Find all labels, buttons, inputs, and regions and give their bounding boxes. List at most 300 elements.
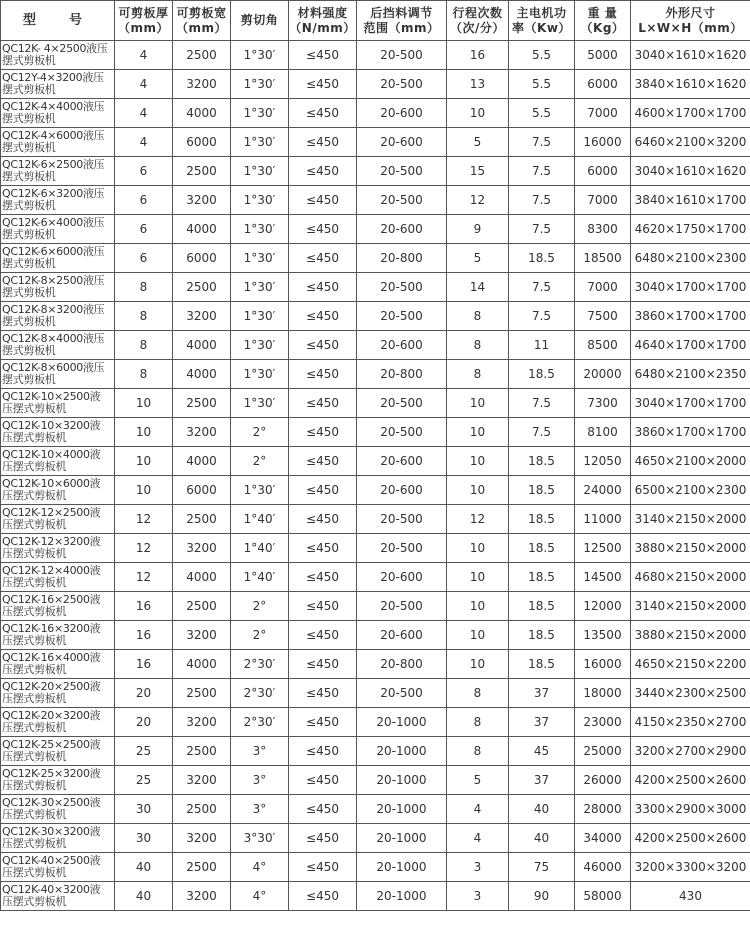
cell-dims: 4640×1700×1700 <box>631 331 750 360</box>
cell-backgauge: 20-500 <box>357 302 447 331</box>
cell-dims: 430 <box>631 882 750 911</box>
cell-weight: 16000 <box>575 128 631 157</box>
cell-power: 18.5 <box>509 621 575 650</box>
table-row <box>1 244 750 273</box>
model-name-line: QC12K-12×4000液 <box>2 564 101 577</box>
cell-thickness: 8 <box>115 331 173 360</box>
cell-strength: ≤450 <box>289 563 357 592</box>
cell-weight: 16000 <box>575 650 631 679</box>
cell-thickness: 20 <box>115 708 173 737</box>
cell-dims: 4680×2150×2000 <box>631 563 750 592</box>
cell-angle: 2° <box>231 447 289 476</box>
cell-power: 18.5 <box>509 563 575 592</box>
model-name-line: QC12K-30×2500液 <box>2 796 101 809</box>
model-name-line: 摆式剪板机 <box>2 286 56 299</box>
cell-backgauge: 20-500 <box>357 592 447 621</box>
cell-dims: 6460×2100×3200 <box>631 128 750 157</box>
model-name-line: 压摆式剪板机 <box>2 460 67 473</box>
model-name-line: 压摆式剪板机 <box>2 431 67 444</box>
header-strokes: 行程次数 （次/分） <box>447 1 509 41</box>
cell-width: 4000 <box>173 360 231 389</box>
cell-weight: 23000 <box>575 708 631 737</box>
cell-backgauge: 20-600 <box>357 621 447 650</box>
cell-backgauge: 20-600 <box>357 215 447 244</box>
table-row <box>1 766 750 795</box>
cell-strokes: 16 <box>447 41 509 70</box>
cell-backgauge: 20-500 <box>357 157 447 186</box>
header-dims: 外形尺寸 L×W×H（mm） <box>631 1 750 41</box>
model-name-line: 摆式剪板机 <box>2 112 56 125</box>
cell-strength: ≤450 <box>289 824 357 853</box>
cell-model <box>1 215 115 244</box>
model-name-line: 压摆式剪板机 <box>2 605 67 618</box>
cell-power: 37 <box>509 679 575 708</box>
cell-power: 7.5 <box>509 302 575 331</box>
model-name-line: 压摆式剪板机 <box>2 576 67 589</box>
header-model: 型 号 <box>1 1 115 41</box>
cell-power: 7.5 <box>509 186 575 215</box>
cell-backgauge: 20-800 <box>357 650 447 679</box>
table-row <box>1 679 750 708</box>
cell-thickness: 4 <box>115 41 173 70</box>
cell-weight: 7300 <box>575 389 631 418</box>
cell-width: 2500 <box>173 389 231 418</box>
cell-width: 3200 <box>173 766 231 795</box>
cell-strokes: 5 <box>447 766 509 795</box>
cell-power: 40 <box>509 824 575 853</box>
model-name-line: 压摆式剪板机 <box>2 808 67 821</box>
cell-thickness: 6 <box>115 157 173 186</box>
cell-thickness: 6 <box>115 186 173 215</box>
model-name-line: 压摆式剪板机 <box>2 779 67 792</box>
cell-dims: 3200×3300×3200 <box>631 853 750 882</box>
cell-backgauge: 20-500 <box>357 418 447 447</box>
cell-strength: ≤450 <box>289 41 357 70</box>
cell-thickness: 4 <box>115 128 173 157</box>
cell-strokes: 12 <box>447 186 509 215</box>
cell-angle: 1°40′ <box>231 505 289 534</box>
cell-backgauge: 20-1000 <box>357 737 447 766</box>
cell-model <box>1 70 115 99</box>
cell-strength: ≤450 <box>289 505 357 534</box>
cell-width: 4000 <box>173 99 231 128</box>
cell-angle: 1°40′ <box>231 563 289 592</box>
cell-strokes: 14 <box>447 273 509 302</box>
cell-width: 6000 <box>173 128 231 157</box>
cell-thickness: 10 <box>115 447 173 476</box>
cell-strength: ≤450 <box>289 708 357 737</box>
model-name-line: QC12Y-4×3200液压 <box>2 71 104 84</box>
cell-power: 75 <box>509 853 575 882</box>
model-name-line: 压摆式剪板机 <box>2 837 67 850</box>
cell-power: 7.5 <box>509 389 575 418</box>
cell-strokes: 10 <box>447 447 509 476</box>
cell-model <box>1 505 115 534</box>
cell-weight: 25000 <box>575 737 631 766</box>
model-name-line: 压摆式剪板机 <box>2 489 67 502</box>
cell-thickness: 8 <box>115 273 173 302</box>
cell-strokes: 10 <box>447 563 509 592</box>
cell-thickness: 40 <box>115 882 173 911</box>
cell-model <box>1 563 115 592</box>
cell-thickness: 30 <box>115 824 173 853</box>
header-width: 可剪板宽 （mm） <box>173 1 231 41</box>
cell-backgauge: 20-1000 <box>357 853 447 882</box>
cell-strokes: 4 <box>447 795 509 824</box>
cell-weight: 58000 <box>575 882 631 911</box>
cell-dims: 3040×1700×1700 <box>631 389 750 418</box>
cell-dims: 4650×2100×2000 <box>631 447 750 476</box>
model-name-line: 摆式剪板机 <box>2 170 56 183</box>
cell-model <box>1 186 115 215</box>
cell-angle: 1°30′ <box>231 389 289 418</box>
table-row <box>1 302 750 331</box>
cell-thickness: 10 <box>115 418 173 447</box>
cell-strokes: 10 <box>447 418 509 447</box>
cell-thickness: 12 <box>115 563 173 592</box>
cell-strength: ≤450 <box>289 99 357 128</box>
cell-model <box>1 41 115 70</box>
model-name-line: 摆式剪板机 <box>2 83 56 96</box>
cell-strength: ≤450 <box>289 679 357 708</box>
table-row <box>1 157 750 186</box>
cell-strength: ≤450 <box>289 592 357 621</box>
cell-strokes: 10 <box>447 621 509 650</box>
cell-strokes: 3 <box>447 853 509 882</box>
cell-strength: ≤450 <box>289 621 357 650</box>
cell-angle: 4° <box>231 882 289 911</box>
cell-dims: 3140×2150×2000 <box>631 592 750 621</box>
cell-strength: ≤450 <box>289 737 357 766</box>
cell-angle: 4° <box>231 853 289 882</box>
cell-width: 3200 <box>173 534 231 563</box>
cell-strokes: 8 <box>447 737 509 766</box>
cell-thickness: 6 <box>115 244 173 273</box>
cell-backgauge: 20-1000 <box>357 795 447 824</box>
cell-thickness: 40 <box>115 853 173 882</box>
cell-width: 2500 <box>173 795 231 824</box>
cell-strokes: 12 <box>447 505 509 534</box>
cell-model <box>1 650 115 679</box>
cell-thickness: 12 <box>115 534 173 563</box>
cell-strokes: 15 <box>447 157 509 186</box>
cell-thickness: 16 <box>115 621 173 650</box>
cell-strength: ≤450 <box>289 650 357 679</box>
model-name-line: QC12K-40×3200液 <box>2 883 101 896</box>
model-name-line: QC12K-12×3200液 <box>2 535 101 548</box>
model-name-line: 摆式剪板机 <box>2 199 56 212</box>
header-row <box>1 1 750 41</box>
cell-thickness: 10 <box>115 389 173 418</box>
cell-angle: 3° <box>231 795 289 824</box>
cell-angle: 1°30′ <box>231 99 289 128</box>
cell-dims: 3880×2150×2000 <box>631 621 750 650</box>
cell-backgauge: 20-500 <box>357 70 447 99</box>
cell-strokes: 10 <box>447 534 509 563</box>
model-name-line: 压摆式剪板机 <box>2 547 67 560</box>
cell-strength: ≤450 <box>289 766 357 795</box>
table-body <box>1 41 750 911</box>
cell-model <box>1 534 115 563</box>
cell-model <box>1 708 115 737</box>
cell-width: 4000 <box>173 447 231 476</box>
cell-power: 45 <box>509 737 575 766</box>
cell-thickness: 12 <box>115 505 173 534</box>
cell-strength: ≤450 <box>289 447 357 476</box>
cell-strength: ≤450 <box>289 302 357 331</box>
cell-strokes: 10 <box>447 650 509 679</box>
cell-power: 18.5 <box>509 650 575 679</box>
model-name-line: QC12K-8×6000液压 <box>2 361 105 374</box>
model-name-line: QC12K-20×2500液 <box>2 680 101 693</box>
cell-strokes: 10 <box>447 592 509 621</box>
cell-thickness: 8 <box>115 360 173 389</box>
cell-strength: ≤450 <box>289 795 357 824</box>
table-row <box>1 70 750 99</box>
cell-model <box>1 737 115 766</box>
header-strength: 材料强度 （N/mm） <box>289 1 357 41</box>
cell-dims: 4200×2500×2600 <box>631 824 750 853</box>
cell-weight: 12000 <box>575 592 631 621</box>
cell-power: 18.5 <box>509 360 575 389</box>
cell-angle: 2°30′ <box>231 708 289 737</box>
cell-model <box>1 128 115 157</box>
cell-width: 2500 <box>173 853 231 882</box>
model-name-line: 压摆式剪板机 <box>2 866 67 879</box>
cell-strokes: 8 <box>447 302 509 331</box>
cell-power: 18.5 <box>509 244 575 273</box>
cell-dims: 6480×2100×2350 <box>631 360 750 389</box>
cell-width: 4000 <box>173 563 231 592</box>
model-name-line: 压摆式剪板机 <box>2 750 67 763</box>
cell-strength: ≤450 <box>289 70 357 99</box>
cell-strength: ≤450 <box>289 273 357 302</box>
cell-backgauge: 20-1000 <box>357 824 447 853</box>
cell-weight: 8100 <box>575 418 631 447</box>
model-name-line: 摆式剪板机 <box>2 315 56 328</box>
table-row <box>1 360 750 389</box>
cell-dims: 4200×2500×2600 <box>631 766 750 795</box>
cell-weight: 6000 <box>575 157 631 186</box>
model-name-line: 摆式剪板机 <box>2 373 56 386</box>
cell-angle: 1°30′ <box>231 302 289 331</box>
table-row <box>1 41 750 70</box>
model-name-line: QC12K-10×2500液 <box>2 390 101 403</box>
table-row <box>1 186 750 215</box>
table-row <box>1 273 750 302</box>
cell-strength: ≤450 <box>289 534 357 563</box>
cell-strength: ≤450 <box>289 418 357 447</box>
cell-angle: 1°30′ <box>231 128 289 157</box>
cell-thickness: 4 <box>115 99 173 128</box>
table-row <box>1 331 750 360</box>
cell-dims: 4600×1700×1700 <box>631 99 750 128</box>
cell-model <box>1 853 115 882</box>
model-name-line: QC12K-6×3200液压 <box>2 187 105 200</box>
table-row <box>1 447 750 476</box>
model-name-line: 压摆式剪板机 <box>2 895 67 908</box>
cell-dims: 3140×2150×2000 <box>631 505 750 534</box>
cell-width: 3200 <box>173 418 231 447</box>
cell-thickness: 10 <box>115 476 173 505</box>
model-name-line: 摆式剪板机 <box>2 141 56 154</box>
model-name-line: 摆式剪板机 <box>2 54 56 67</box>
model-name-line: 压摆式剪板机 <box>2 692 67 705</box>
cell-angle: 2° <box>231 418 289 447</box>
cell-backgauge: 20-500 <box>357 186 447 215</box>
cell-model <box>1 157 115 186</box>
cell-strokes: 10 <box>447 476 509 505</box>
cell-angle: 3° <box>231 737 289 766</box>
cell-strength: ≤450 <box>289 853 357 882</box>
cell-angle: 1°30′ <box>231 360 289 389</box>
header-weight: 重 量 （Kg） <box>575 1 631 41</box>
cell-width: 6000 <box>173 244 231 273</box>
table-row <box>1 621 750 650</box>
cell-width: 3200 <box>173 70 231 99</box>
cell-power: 5.5 <box>509 41 575 70</box>
cell-model <box>1 99 115 128</box>
cell-weight: 46000 <box>575 853 631 882</box>
model-name-line: 压摆式剪板机 <box>2 721 67 734</box>
cell-strength: ≤450 <box>289 331 357 360</box>
cell-power: 7.5 <box>509 157 575 186</box>
cell-strokes: 5 <box>447 244 509 273</box>
cell-backgauge: 20-600 <box>357 447 447 476</box>
cell-model <box>1 302 115 331</box>
cell-power: 18.5 <box>509 505 575 534</box>
cell-dims: 4150×2350×2700 <box>631 708 750 737</box>
cell-dims: 3440×2300×2500 <box>631 679 750 708</box>
cell-weight: 18000 <box>575 679 631 708</box>
cell-strength: ≤450 <box>289 128 357 157</box>
cell-weight: 12050 <box>575 447 631 476</box>
cell-power: 18.5 <box>509 447 575 476</box>
cell-power: 7.5 <box>509 418 575 447</box>
cell-power: 11 <box>509 331 575 360</box>
cell-strength: ≤450 <box>289 157 357 186</box>
cell-model <box>1 418 115 447</box>
model-name-line: 压摆式剪板机 <box>2 402 67 415</box>
cell-model <box>1 882 115 911</box>
table-row <box>1 592 750 621</box>
cell-weight: 28000 <box>575 795 631 824</box>
cell-strength: ≤450 <box>289 215 357 244</box>
cell-weight: 34000 <box>575 824 631 853</box>
cell-strokes: 9 <box>447 215 509 244</box>
cell-strength: ≤450 <box>289 244 357 273</box>
cell-angle: 1°30′ <box>231 476 289 505</box>
model-name-line: QC12K-6×6000液压 <box>2 245 105 258</box>
model-name-line: QC12K-16×3200液 <box>2 622 101 635</box>
cell-strength: ≤450 <box>289 186 357 215</box>
model-name-line: QC12K-4×6000液压 <box>2 129 105 142</box>
cell-weight: 26000 <box>575 766 631 795</box>
cell-width: 4000 <box>173 331 231 360</box>
cell-model <box>1 476 115 505</box>
cell-model <box>1 331 115 360</box>
cell-power: 37 <box>509 708 575 737</box>
cell-weight: 14500 <box>575 563 631 592</box>
cell-power: 37 <box>509 766 575 795</box>
cell-width: 3200 <box>173 302 231 331</box>
cell-thickness: 20 <box>115 679 173 708</box>
model-name-line: QC12K-40×2500液 <box>2 854 101 867</box>
model-name-line: QC12K-6×2500液压 <box>2 158 105 171</box>
model-name-line: 摆式剪板机 <box>2 228 56 241</box>
cell-model <box>1 824 115 853</box>
table-row <box>1 215 750 244</box>
cell-weight: 18500 <box>575 244 631 273</box>
cell-strokes: 8 <box>447 679 509 708</box>
cell-dims: 3860×1700×1700 <box>631 302 750 331</box>
cell-weight: 12500 <box>575 534 631 563</box>
cell-width: 3200 <box>173 882 231 911</box>
model-name-line: QC12K-10×6000液 <box>2 477 101 490</box>
cell-model <box>1 679 115 708</box>
cell-thickness: 25 <box>115 737 173 766</box>
cell-backgauge: 20-500 <box>357 41 447 70</box>
cell-width: 2500 <box>173 41 231 70</box>
cell-power: 5.5 <box>509 70 575 99</box>
model-name-line: QC12K-8×2500液压 <box>2 274 105 287</box>
cell-width: 2500 <box>173 505 231 534</box>
cell-angle: 1°30′ <box>231 244 289 273</box>
cell-backgauge: 20-500 <box>357 534 447 563</box>
cell-backgauge: 20-1000 <box>357 882 447 911</box>
model-name-line: QC12K-16×2500液 <box>2 593 101 606</box>
cell-width: 2500 <box>173 737 231 766</box>
cell-angle: 3°30′ <box>231 824 289 853</box>
cell-weight: 24000 <box>575 476 631 505</box>
cell-power: 7.5 <box>509 273 575 302</box>
cell-model <box>1 621 115 650</box>
cell-strokes: 5 <box>447 128 509 157</box>
cell-angle: 1°30′ <box>231 41 289 70</box>
cell-strokes: 8 <box>447 360 509 389</box>
cell-strokes: 4 <box>447 824 509 853</box>
cell-dims: 3200×2700×2900 <box>631 737 750 766</box>
cell-strength: ≤450 <box>289 389 357 418</box>
cell-weight: 11000 <box>575 505 631 534</box>
cell-backgauge: 20-800 <box>357 244 447 273</box>
cell-weight: 7000 <box>575 186 631 215</box>
cell-power: 40 <box>509 795 575 824</box>
model-name-line: 压摆式剪板机 <box>2 634 67 647</box>
cell-width: 2500 <box>173 592 231 621</box>
cell-dims: 3880×2150×2000 <box>631 534 750 563</box>
cell-width: 3200 <box>173 621 231 650</box>
cell-dims: 3840×1610×1700 <box>631 186 750 215</box>
cell-model <box>1 360 115 389</box>
cell-backgauge: 20-1000 <box>357 708 447 737</box>
cell-angle: 1°30′ <box>231 157 289 186</box>
cell-model <box>1 766 115 795</box>
cell-angle: 1°30′ <box>231 70 289 99</box>
cell-backgauge: 20-800 <box>357 360 447 389</box>
cell-width: 4000 <box>173 650 231 679</box>
cell-width: 3200 <box>173 708 231 737</box>
cell-strength: ≤450 <box>289 882 357 911</box>
cell-width: 4000 <box>173 215 231 244</box>
cell-thickness: 30 <box>115 795 173 824</box>
table-row <box>1 418 750 447</box>
cell-backgauge: 20-600 <box>357 331 447 360</box>
cell-power: 7.5 <box>509 128 575 157</box>
cell-angle: 2°30′ <box>231 679 289 708</box>
cell-width: 3200 <box>173 824 231 853</box>
cell-power: 18.5 <box>509 476 575 505</box>
